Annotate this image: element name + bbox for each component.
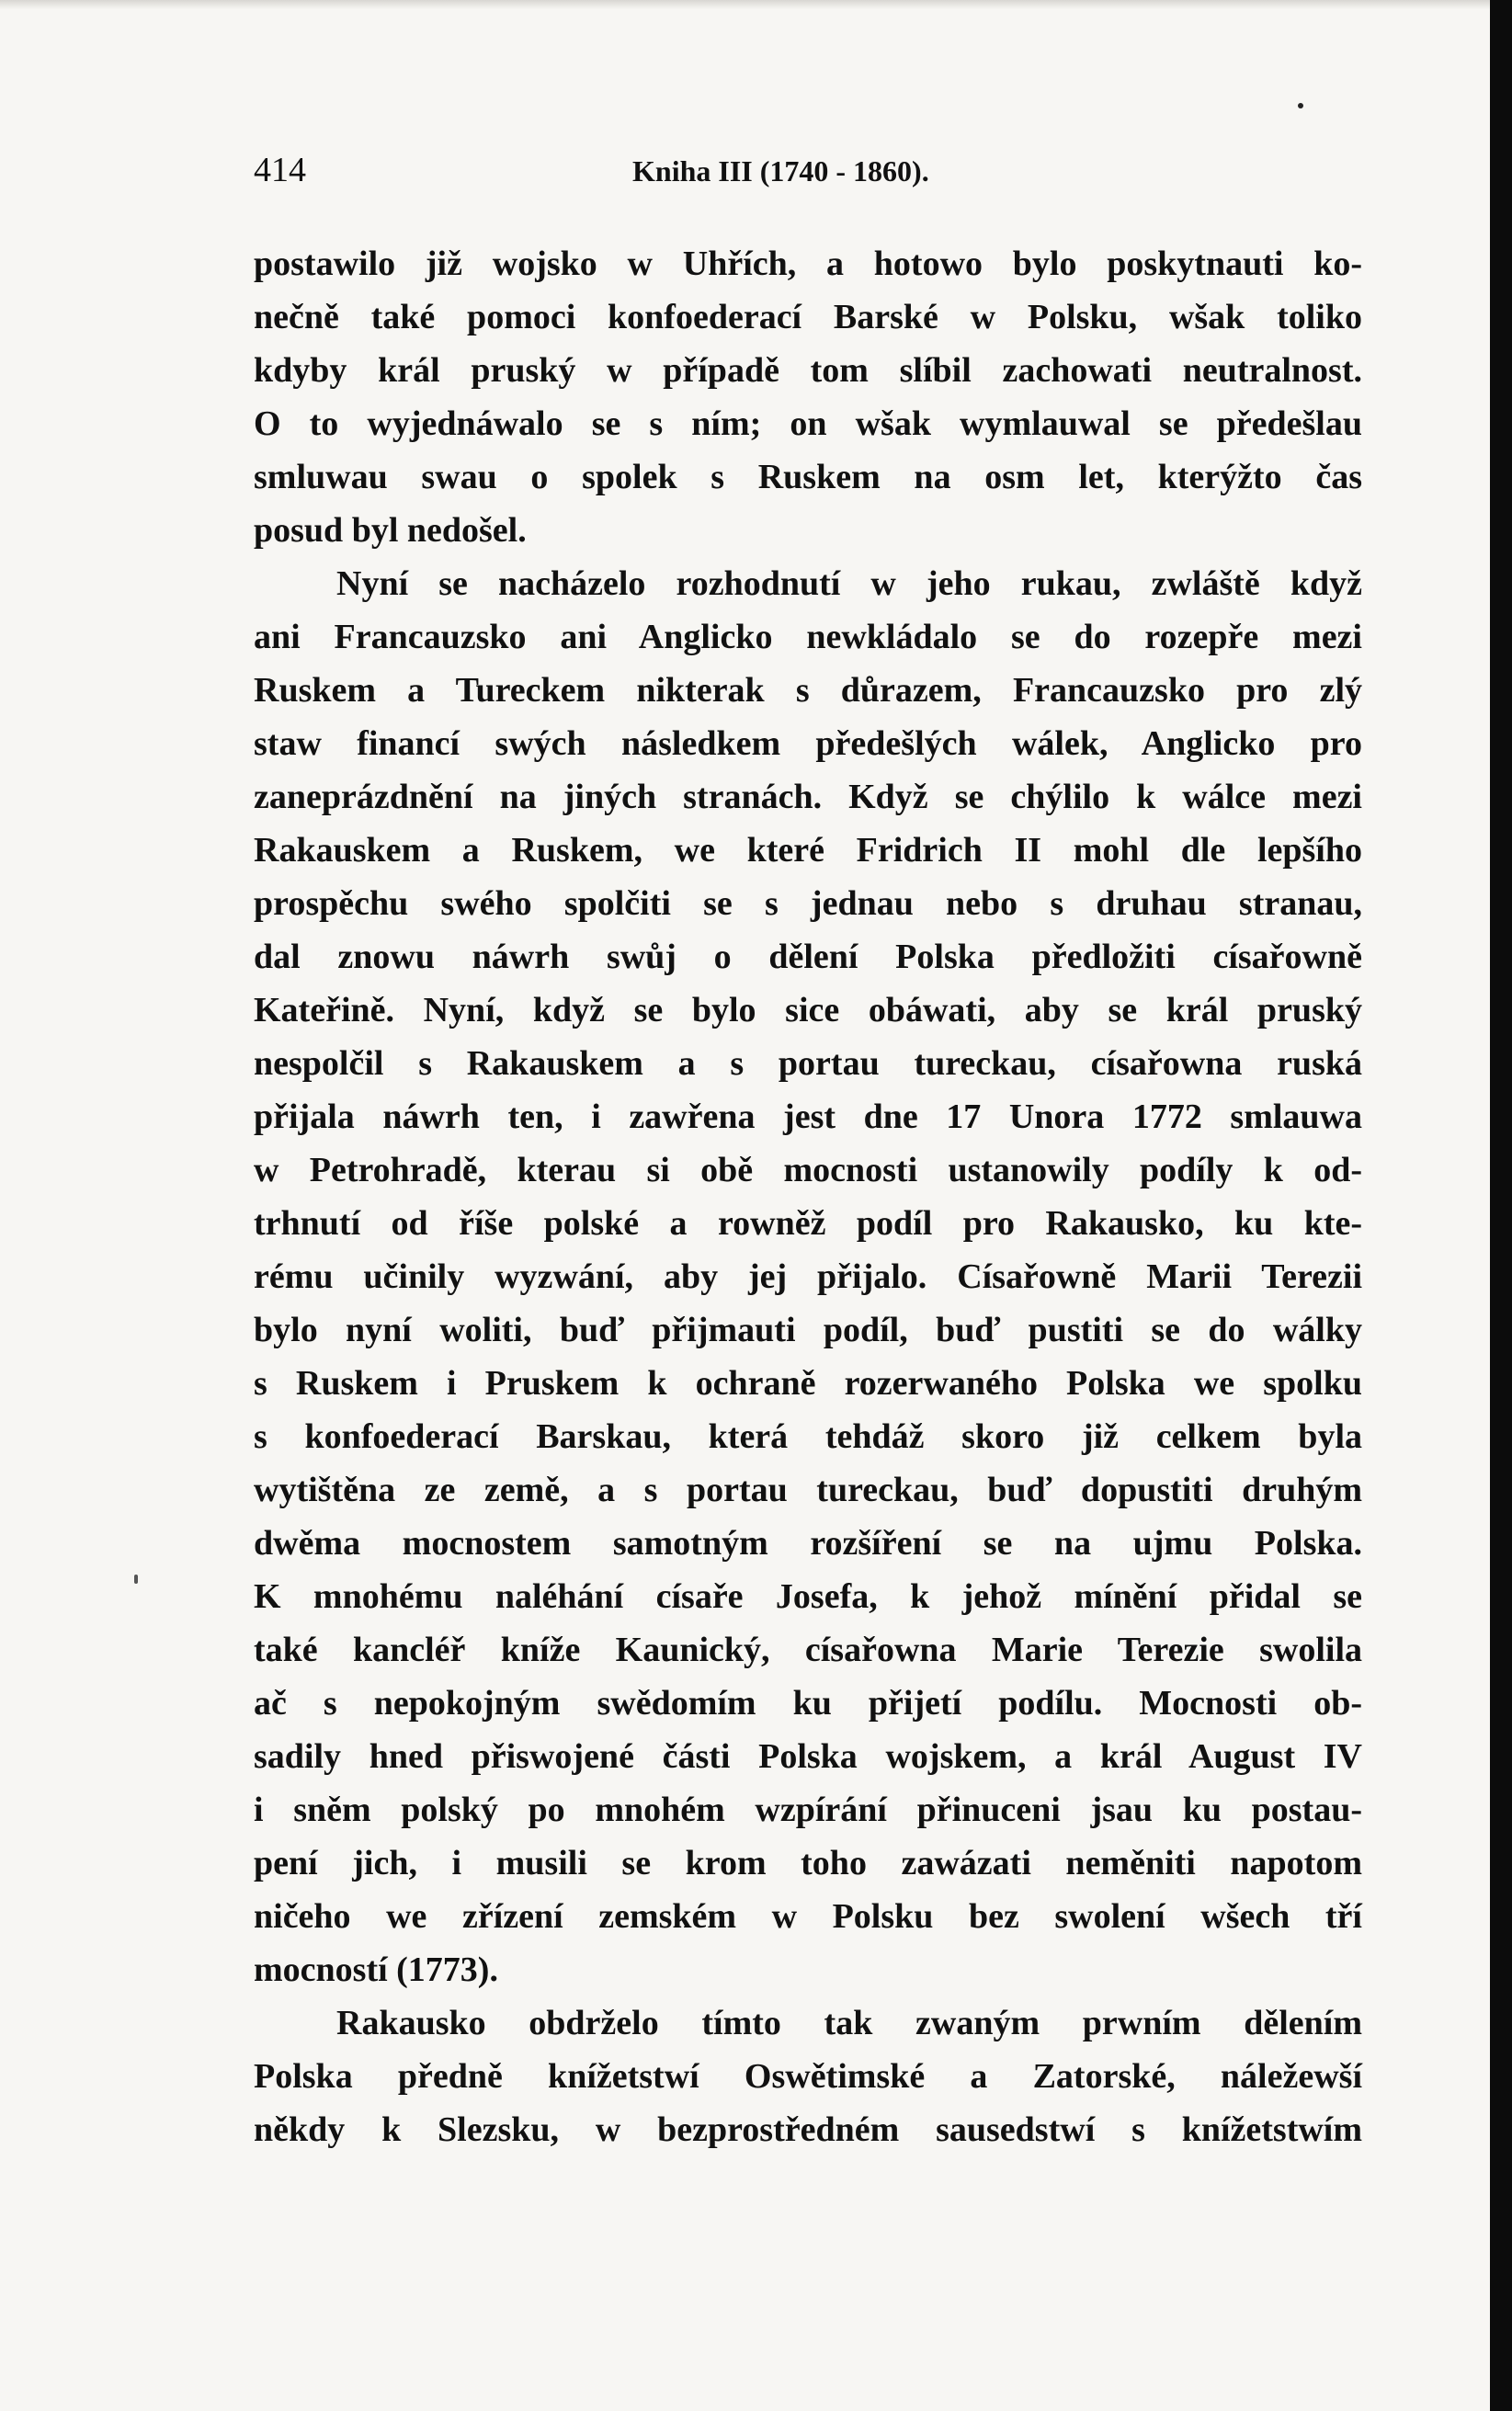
text-line: dal znowu náwrh swůj o dělení Polska předložiti císařowně [254, 938, 1362, 976]
text-line: rému učinily wyzwání, aby jej přijalo. Císařowně Marii Terezii [254, 1257, 1362, 1296]
text-line: prospěchu swého spolčiti se s jednau nebo s druhau stranau, [254, 884, 1362, 923]
scan-top-shadow [0, 0, 1512, 9]
running-title: Kniha III (1740 - 1860). [632, 154, 929, 188]
scan-right-edge [1490, 0, 1512, 2411]
text-line: pení jich, i musili se krom toho zawázati neměniti napotom [254, 1844, 1362, 1882]
text-line: ničeho we zřízení zemském w Polsku bez swolení wšech tří [254, 1897, 1362, 1936]
text-line: nespolčil s Rakauskem a s portau tureckau, císařowna ruská [254, 1044, 1362, 1083]
text-line: Rakausko obdrželo tímto tak zwaným prwním dělením [336, 2004, 1362, 2042]
text-line: i sněm polský po mnohém wzpírání přinuceni jsau ku postau- [254, 1791, 1362, 1829]
text-line: s konfoederací Barskau, která tehdáž skoro již celkem byla [254, 1417, 1362, 1456]
text-line: ani Francauzsko ani Anglicko newkládalo se do rozepře mezi [254, 618, 1362, 656]
text-line: Ruskem a Tureckem nikterak s důrazem, Francauzsko pro zlý [254, 671, 1362, 710]
text-line: sadily hned přiswojené části Polska wojskem, a král August IV [254, 1737, 1362, 1776]
page-number: 414 [254, 151, 306, 189]
text-line: postawilo již wojsko w Uhřích, a hotowo bylo poskytnauti ko- [254, 245, 1362, 283]
body-text [254, 237, 1362, 2156]
text-line: také kancléř kníže Kaunický, císařowna Marie Terezie swolila [254, 1631, 1362, 1669]
ink-speck [1298, 103, 1303, 108]
text-line: posud byl nedošel. [254, 511, 527, 550]
text-line: dwěma mocnostem samotným rozšíření se na ujmu Polska. [254, 1524, 1362, 1563]
text-line: přijala náwrh ten, i zawřena jest dne 17 Unora 1772 smlauwa [254, 1097, 1362, 1136]
text-line: K mnohému naléhání císaře Josefa, k jehož mínění přidal se [254, 1577, 1362, 1616]
text-line: smluwau swau o spolek s Ruskem na osm let, kterýžto čas [254, 458, 1362, 496]
text-line: bylo nyní woliti, buď přijmauti podíl, buď pustiti se do wálky [254, 1311, 1362, 1349]
text-line: trhnutí od říše polské a rowněž podíl pro Rakausko, ku kte- [254, 1204, 1362, 1243]
text-line: s Ruskem i Pruskem k ochraně rozerwaného Polska we spolku [254, 1364, 1362, 1403]
text-line: mocností (1773). [254, 1950, 498, 1989]
text-line: zaneprázdnění na jiných stranách. Když se chýlilo k wálce mezi [254, 778, 1362, 816]
ink-speck [134, 1575, 138, 1584]
text-line: Rakauskem a Ruskem, we které Fridrich II mohl dle lepšího [254, 831, 1362, 870]
text-line: Nyní se nacházelo rozhodnutí w jeho rukau, zwláště když [336, 564, 1362, 603]
text-line: nečně také pomoci konfoederací Barské w Polsku, wšak toliko [254, 298, 1362, 336]
text-line: w Petrohradě, kterau si obě mocnosti ustanowily podíly k od- [254, 1151, 1362, 1189]
text-line: O to wyjednáwalo se s ním; on wšak wymlauwal se předešlau [254, 404, 1362, 443]
text-line: Kateřině. Nyní, když se bylo sice obáwati, aby se král pruský [254, 991, 1362, 1029]
text-line: ač s nepokojným swědomím ku přijetí podílu. Mocnosti ob- [254, 1684, 1362, 1723]
text-line: kdyby král pruský w případě tom slíbil zachowati neutralnost. [254, 351, 1362, 390]
text-line: wytištěna ze země, a s portau tureckau, buď dopustiti druhým [254, 1471, 1362, 1509]
text-line: Polska předně knížetstwí Oswětimské a Zatorské, náležewší [254, 2057, 1362, 2096]
text-line: staw financí swých následkem předešlých wálek, Anglicko pro [254, 724, 1362, 763]
text-line: někdy k Slezsku, w bezprostředném sausedstwí s knížetstwím [254, 2110, 1362, 2149]
page-header [254, 147, 1357, 202]
